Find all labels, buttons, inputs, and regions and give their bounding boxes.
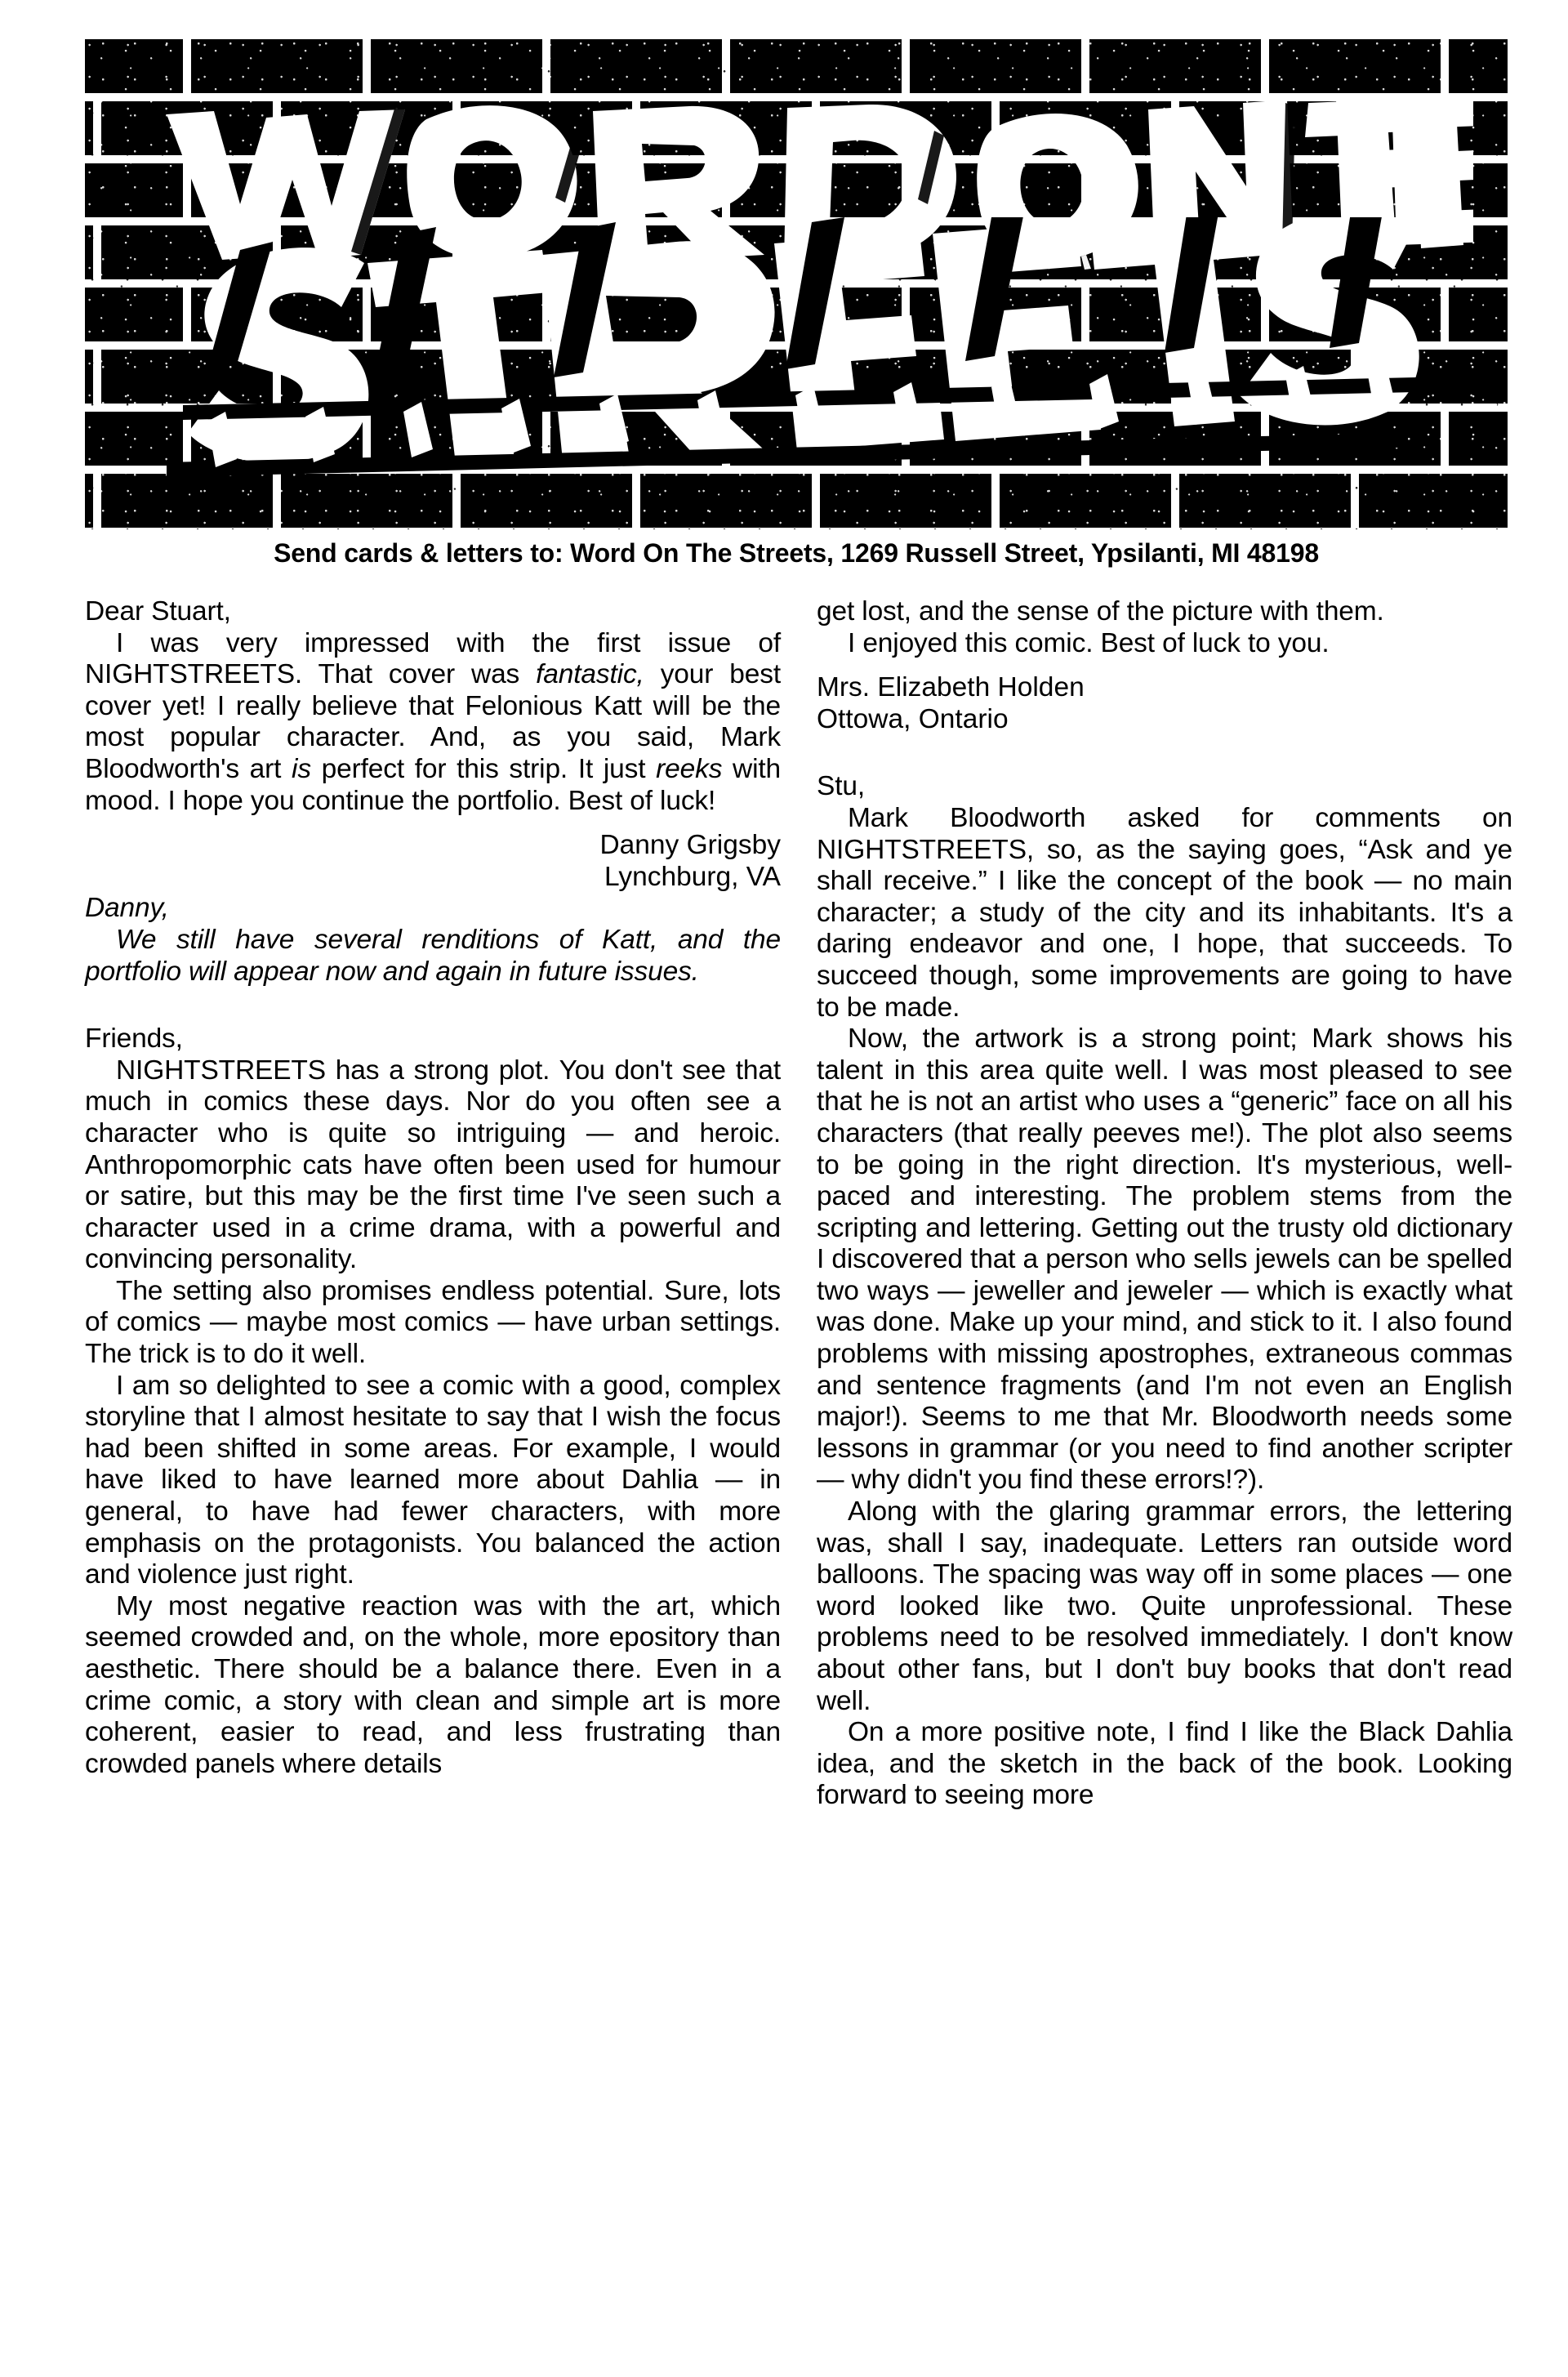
letter-salutation: Stu, — [817, 771, 865, 802]
letter-body-paragraph: Along with the glaring grammar errors, the lettering was, shall I say, inadequate. Letters ran outside word balloons. The spacing was way off in some places — one word looked like two. Quite unprofessional. These problems need to be resolved immediately. I don't know about other fans, but I don't buy books that don't read well. — [817, 1496, 1512, 1716]
letter-stu — [817, 771, 1512, 1812]
letter-body-paragraph-continued: get lost, and the sense of the picture with them. — [817, 596, 1384, 627]
right-column — [817, 596, 1512, 2336]
letter-danny-grigsby — [85, 596, 781, 893]
letter-body-paragraph — [85, 628, 781, 818]
letter-body-paragraph: NIGHTSTREETS has a strong plot. You don't see that much in comics these days. Nor do you often see a character who is quite so intriguing — and heroic. Anthropomorphic cats have often been used for humour or satire, but this may be the first time I've seen such a character used in a crime drama, with a powerful and convincing personality. — [85, 1055, 781, 1275]
letter-body-paragraph: I enjoyed this comic. Best of luck to you. — [848, 627, 1330, 658]
emphasis-fantastic: fantastic, — [536, 659, 644, 690]
letter-signature-city: Ottowa, Ontario — [817, 703, 1009, 734]
letter-signature-city: Lynchburg, VA — [604, 861, 781, 892]
editor-reply-danny — [85, 893, 781, 988]
letters-columns — [85, 596, 1512, 2336]
emphasis-is: is — [292, 753, 311, 784]
reply-body: We still have several renditions of Katt, and the portfolio will appear now and again in future issues. — [85, 924, 781, 987]
letter-body-paragraph: On a more positive note, I find I like the Black Dahlia idea, and the sketch in the back of the book. Looking forward to seeing more — [817, 1717, 1512, 1811]
letter-body-paragraph: Now, the artwork is a strong point; Mark shows his talent in this area quite well. I was most pleased to see that he is not an artist who uses a “generic” face on all his characters (that really peeves me!). The plot also seems to be going in the right direction. It's mysterious, well-paced and interesting. The problem stems from the scripting and lettering. Getting out the trusty old dictionary I discovered that a person who sells jewels can be spelled two ways — jeweller and jeweler — which is exactly what was done. Make up your mind, and stick to it. I also found problems with missing apostrophes, extraneous commas and sentence fragments (and I'm not even an English major!). Seems to me that Mr. Bloodworth needs some lessons in grammar (or you need to find another scripter — why didn't you find these errors!?). — [817, 1023, 1512, 1496]
letter-salutation: Dear Stuart, — [85, 596, 231, 627]
mailing-address-line: Send cards & letters to: Word On The Streets, 1269 Russell Street, Ypsilanti, MI 48198 — [274, 538, 1319, 568]
letter-signature-name: Danny Grigsby — [599, 830, 781, 861]
letter-body-paragraph: The setting also promises endless potential. Sure, lots of comics — maybe most comics — have urban settings. The trick is to do it well. — [85, 1275, 781, 1370]
letter-salutation: Friends, — [85, 1023, 183, 1055]
letter-text-run: perfect for this strip. It just — [310, 753, 657, 784]
left-column — [85, 596, 781, 2336]
letter-text-run: with mood. I hope you continue the portfolio. Best of luck! — [85, 753, 781, 816]
letter-elizabeth-holden-continued — [817, 596, 1512, 735]
masthead-graffiti-banner — [85, 39, 1508, 529]
reply-salutation: Danny, — [85, 893, 169, 924]
letter-body-paragraph: Mark Bloodworth asked for comments on NIGHTSTREETS, so, as the saying goes, “Ask and ye shall receive.” I like the concept of the book — no main character; a study of the city and its inhabitants. It's a daring endeavor and one, I hope, that succeeds. To succeed though, some improvements are going to have to be made. — [817, 802, 1512, 1023]
letter-signature-name: Mrs. Elizabeth Holden — [817, 672, 1085, 703]
graffiti-streets — [158, 217, 1432, 487]
letter-text-run: your best cover yet! I really believe that Felonious Katt will be the most popular character. And, as you said, Mark Bloodworth's art — [85, 659, 781, 784]
emphasis-reeks: reeks — [656, 753, 723, 784]
letter-elizabeth-holden — [85, 1023, 781, 1780]
letter-text-run: I was very impressed with the first issue of NIGHTSTREETS. That cover was — [85, 627, 781, 690]
letter-body-paragraph: I am so delighted to see a comic with a good, complex storyline that I almost hesitate to say that I wish the focus had been shifted in some areas. For example, I would have liked to have learned more about Dahlia — in general, to have had fewer characters, with more emphasis on the protagonists. You balanced the action and violence just right. — [85, 1370, 781, 1590]
letter-body-paragraph: My most negative reaction was with the art, which seemed crowded and, on the whole, more epository than aesthetic. There should be a balance there. Even in a crime comic, a story with clean and simple art is more coherent, easier to read, and less frustrating than crowded panels where details — [85, 1590, 781, 1779]
